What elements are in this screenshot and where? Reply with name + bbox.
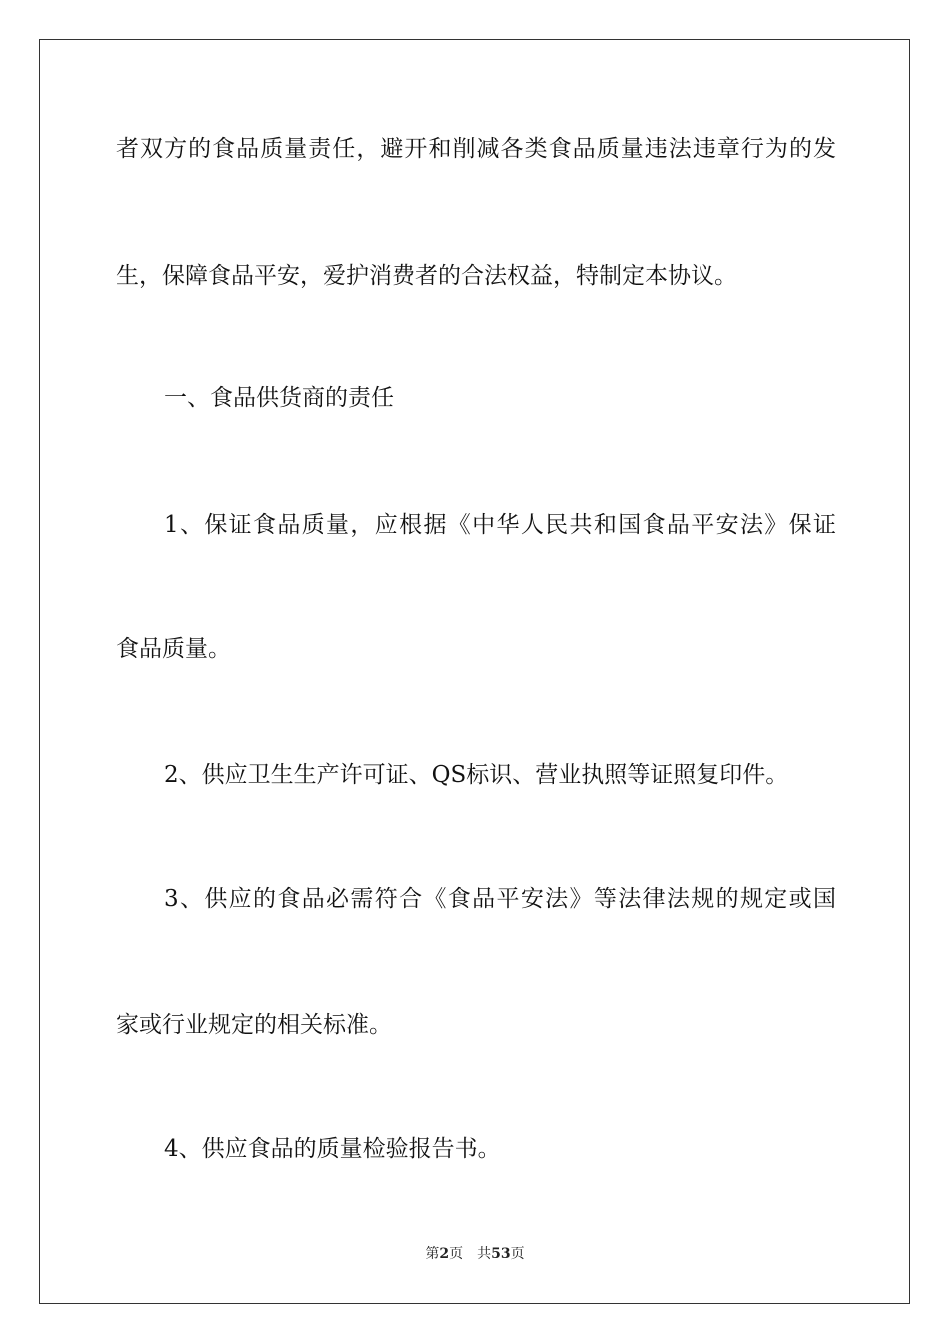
- paragraph-line: 家或行业规定的相关标准。: [116, 1012, 392, 1038]
- total-prefix: 共: [477, 1246, 492, 1262]
- paragraph-line: 者双方的食品质量责任，避开和削减各类食品质量违法违章行为的发: [116, 136, 836, 162]
- section-heading: 一、食品供货商的责任: [164, 385, 394, 411]
- paragraph-line: 2、供应卫生生产许可证、QS标识、营业执照等证照复印件。: [164, 762, 789, 788]
- total-suffix: 页: [510, 1246, 525, 1262]
- page-footer: [0, 1244, 950, 1264]
- page-prefix: 第: [425, 1246, 440, 1262]
- paragraph-line: 4、供应食品的质量检验报告书。: [164, 1136, 501, 1162]
- paragraph-line: 食品质量。: [116, 636, 231, 662]
- page-suffix: 页: [449, 1246, 464, 1262]
- total-pages: 53: [491, 1246, 511, 1262]
- page-number: 2: [439, 1246, 450, 1262]
- paragraph-line: 3、供应的食品必需符合《食品平安法》等法律法规的规定或国: [164, 886, 836, 912]
- paragraph-line: 1、保证食品质量，应根据《中华人民共和国食品平安法》保证: [164, 512, 836, 538]
- page-border: [39, 39, 910, 1304]
- paragraph-line: 生，保障食品平安，爱护消费者的合法权益，特制定本协议。: [116, 263, 737, 289]
